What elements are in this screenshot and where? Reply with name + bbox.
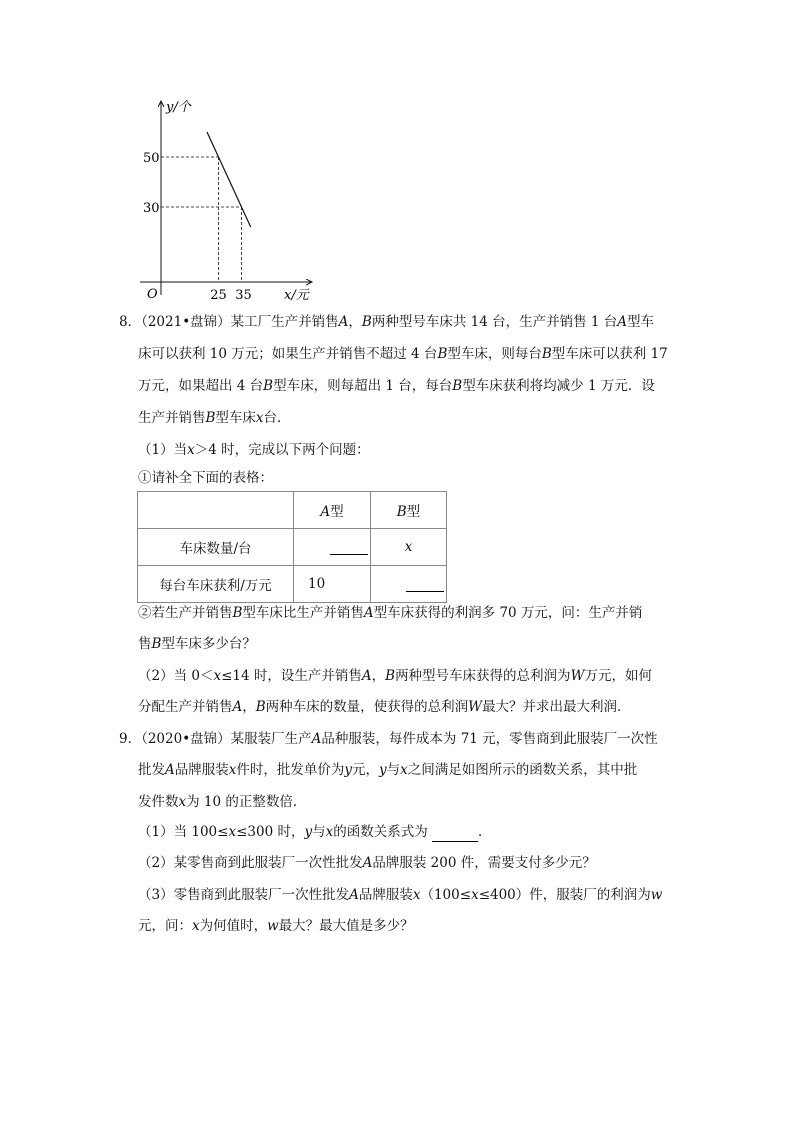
x-tick-25: 25 bbox=[210, 288, 227, 303]
q8-sub2-line1: ②若生产并销售B型车床比生产并销售A型车床获得的利润多 70 万元，问：生产并销 bbox=[138, 605, 643, 621]
q8-part2-line2: 分配生产并销售A，B两种车床的数量，使获得的总利润W最大？并求出最大利润． bbox=[138, 699, 631, 715]
function-line bbox=[207, 132, 251, 227]
q9-part2: （2）某零售商到此服装厂一次性批发A品牌服装 200 件，需要支付多少元？ bbox=[138, 855, 596, 871]
q9-part3-line2: 元，问：x为何值时，w最大？最大值是多少？ bbox=[138, 918, 414, 934]
table-header-a: A型 bbox=[294, 492, 371, 529]
q8-line1: 8．（2021•盘锦）某工厂生产并销售A，B两种型号车床共 14 台，生产并销售 1 台A型车 bbox=[119, 314, 655, 330]
table-row-label: 车床数量/台 bbox=[138, 529, 294, 566]
table-row-label: 每台车床获利/万元 bbox=[138, 566, 294, 603]
q9-part1: （1）当 100≤x≤300 时，y与x的函数关系式为 ． bbox=[138, 824, 492, 840]
y-axis-label: y/个 bbox=[166, 100, 191, 115]
table-row bbox=[138, 492, 447, 529]
function-graph bbox=[130, 95, 330, 305]
q8-table bbox=[137, 491, 447, 603]
q8-sub1: ①请补全下面的表格： bbox=[138, 470, 273, 486]
q9-line3: 发件数x为 10 的正整数倍． bbox=[138, 794, 307, 810]
answer-blank[interactable] bbox=[432, 827, 478, 842]
table-cell: 10 bbox=[294, 566, 371, 603]
origin-label: O bbox=[147, 287, 158, 302]
q9-line2: 批发A品牌服装x件时，批发单价为y元，y与x之间满足如图所示的函数关系，其中批 bbox=[138, 762, 638, 778]
x-tick-35: 35 bbox=[235, 288, 252, 303]
x-axis-label: x/元 bbox=[284, 288, 309, 303]
y-tick-30: 30 bbox=[143, 201, 160, 216]
table-cell: x bbox=[371, 529, 447, 566]
q8-line3: 万元，如果超出 4 台B型车床，则每超出 1 台，每台B型车床获利将均减少 1 万元．设 bbox=[138, 378, 655, 394]
q9-line1: 9．（2020•盘锦）某服装厂生产A品种服装，每件成本为 71 元，零售商到此服装厂一次性 bbox=[119, 731, 658, 747]
q8-part1: （1）当x＞4 时，完成以下两个问题： bbox=[138, 442, 370, 458]
answer-blank[interactable] bbox=[330, 540, 368, 555]
table-cell-empty bbox=[138, 492, 294, 529]
table-header-b: B型 bbox=[371, 492, 447, 529]
y-tick-50: 50 bbox=[143, 151, 160, 166]
q8-sub2-line2: 售B型车床多少台？ bbox=[138, 636, 256, 652]
table-row bbox=[138, 566, 447, 603]
q8-part2-line1: （2）当 0＜x≤14 时，设生产并销售A，B两种型号车床获得的总利润为W万元，如何 bbox=[138, 668, 652, 684]
q9-part3-line1: （3）零售商到此服装厂一次性批发A品牌服装x（100≤x≤400）件，服装厂的利润为w bbox=[138, 887, 663, 903]
table-blank-cell bbox=[371, 566, 447, 603]
answer-blank[interactable] bbox=[406, 577, 444, 592]
table-row bbox=[138, 529, 447, 566]
q8-line2: 床可以获利 10 万元；如果生产并销售不超过 4 台B型车床，则每台B型车床可以获利 17 bbox=[138, 346, 668, 362]
table-blank-cell bbox=[294, 529, 371, 566]
q8-line4: 生产并销售B型车床x台． bbox=[138, 410, 291, 426]
